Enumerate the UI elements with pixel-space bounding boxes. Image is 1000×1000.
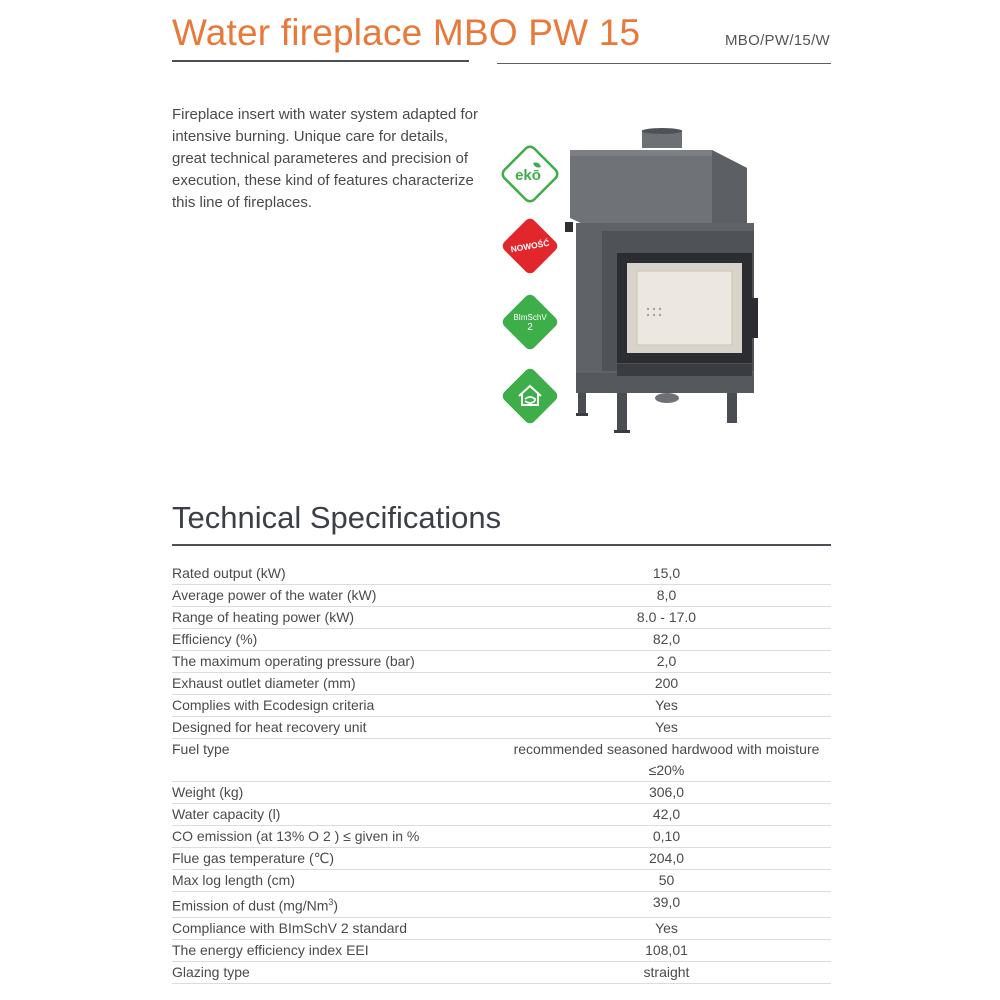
- spec-value: 15,0: [502, 563, 831, 585]
- spec-label: Compliance with BImSchV 2 standard: [172, 917, 502, 939]
- specs-underline: [172, 544, 831, 546]
- table-row: [172, 563, 831, 585]
- table-row: [172, 848, 831, 870]
- spec-value: [502, 739, 831, 782]
- spec-value: 2,0: [502, 651, 831, 673]
- bimschv-icon: [499, 291, 561, 353]
- house-recycle-icon: [499, 365, 561, 427]
- spec-value: 8,0: [502, 585, 831, 607]
- table-row: [172, 739, 831, 782]
- table-row: [172, 673, 831, 695]
- spec-label: [172, 892, 502, 918]
- table-row: [172, 804, 831, 826]
- spec-label: Complies with Ecodesign criteria: [172, 695, 502, 717]
- spec-label: Range of heating power (kW): [172, 607, 502, 629]
- spec-label: Flue gas temperature (℃): [172, 848, 502, 870]
- spec-label: The energy efficiency index EEI: [172, 939, 502, 961]
- spec-label-superscript: 3: [328, 897, 334, 907]
- svg-text:2: 2: [527, 322, 533, 333]
- spec-label: Max log length (cm): [172, 870, 502, 892]
- table-row: [172, 892, 831, 918]
- spec-label: Glazing type: [172, 961, 502, 983]
- table-row: [172, 961, 831, 983]
- spec-label: CO emission (at 13% O 2 ) ≤ given in %: [172, 826, 502, 848]
- description-text: Fireplace insert with water system adapted for intensive burning. Unique care for details, great technical parameteres and precision of execution, these kind of features characterize this line of fireplaces.: [172, 106, 478, 211]
- title-underline: [172, 60, 469, 62]
- table-row: [172, 917, 831, 939]
- product-code: MBO/PW/15/W: [725, 32, 830, 49]
- spec-value: 50: [502, 870, 831, 892]
- spec-value: 0,10: [502, 826, 831, 848]
- table-row: [172, 717, 831, 739]
- spec-value: Yes: [502, 695, 831, 717]
- spec-label: Rated output (kW): [172, 563, 502, 585]
- table-row: [172, 870, 831, 892]
- spec-label: Designed for heat recovery unit: [172, 717, 502, 739]
- new-badge-icon: [499, 215, 561, 277]
- spec-value: Yes: [502, 917, 831, 939]
- spec-value: 8.0 - 17.0: [502, 607, 831, 629]
- spec-value: 42,0: [502, 804, 831, 826]
- spec-value-line: recommended seasoned hardwood with moisture: [513, 741, 820, 757]
- spec-label: Average power of the water (kW): [172, 585, 502, 607]
- table-row: [172, 826, 831, 848]
- spec-label: Fuel type: [172, 739, 502, 782]
- table-row: [172, 695, 831, 717]
- spec-label: Weight (kg): [172, 782, 502, 804]
- table-row: [172, 607, 831, 629]
- table-row: [172, 939, 831, 961]
- header-divider: [497, 63, 831, 64]
- svg-text:BImSchV: BImSchV: [513, 313, 547, 322]
- product-description: [172, 104, 482, 214]
- svg-text:ekō: ekō: [515, 167, 541, 184]
- specs-table: [172, 563, 831, 984]
- spec-label: Water capacity (l): [172, 804, 502, 826]
- spec-label-text: Emission of dust (mg/Nm: [172, 897, 329, 914]
- spec-label-end: ): [333, 897, 339, 914]
- eco-leaf-icon: [499, 143, 561, 205]
- spec-value: 39,0: [502, 892, 831, 918]
- spec-label: The maximum operating pressure (bar): [172, 651, 502, 673]
- table-row: [172, 651, 831, 673]
- page-title: Water fireplace MBO PW 15: [172, 12, 641, 53]
- spec-label: Exhaust outlet diameter (mm): [172, 673, 502, 695]
- table-row: [172, 782, 831, 804]
- spec-value: 200: [502, 673, 831, 695]
- svg-text:NOWOŚĆ: NOWOŚĆ: [509, 237, 551, 255]
- spec-value: 204,0: [502, 848, 831, 870]
- spec-label: Efficiency (%): [172, 629, 502, 651]
- spec-value-line: ≤20%: [648, 762, 685, 778]
- fireplace-product-image: [562, 128, 772, 438]
- spec-value: Yes: [502, 717, 831, 739]
- spec-value: straight: [502, 961, 831, 983]
- spec-value: 82,0: [502, 629, 831, 651]
- spec-value: 306,0: [502, 782, 831, 804]
- spec-value: 108,01: [502, 939, 831, 961]
- table-row: [172, 585, 831, 607]
- specs-heading: Technical Specifications: [172, 500, 502, 535]
- table-row: [172, 629, 831, 651]
